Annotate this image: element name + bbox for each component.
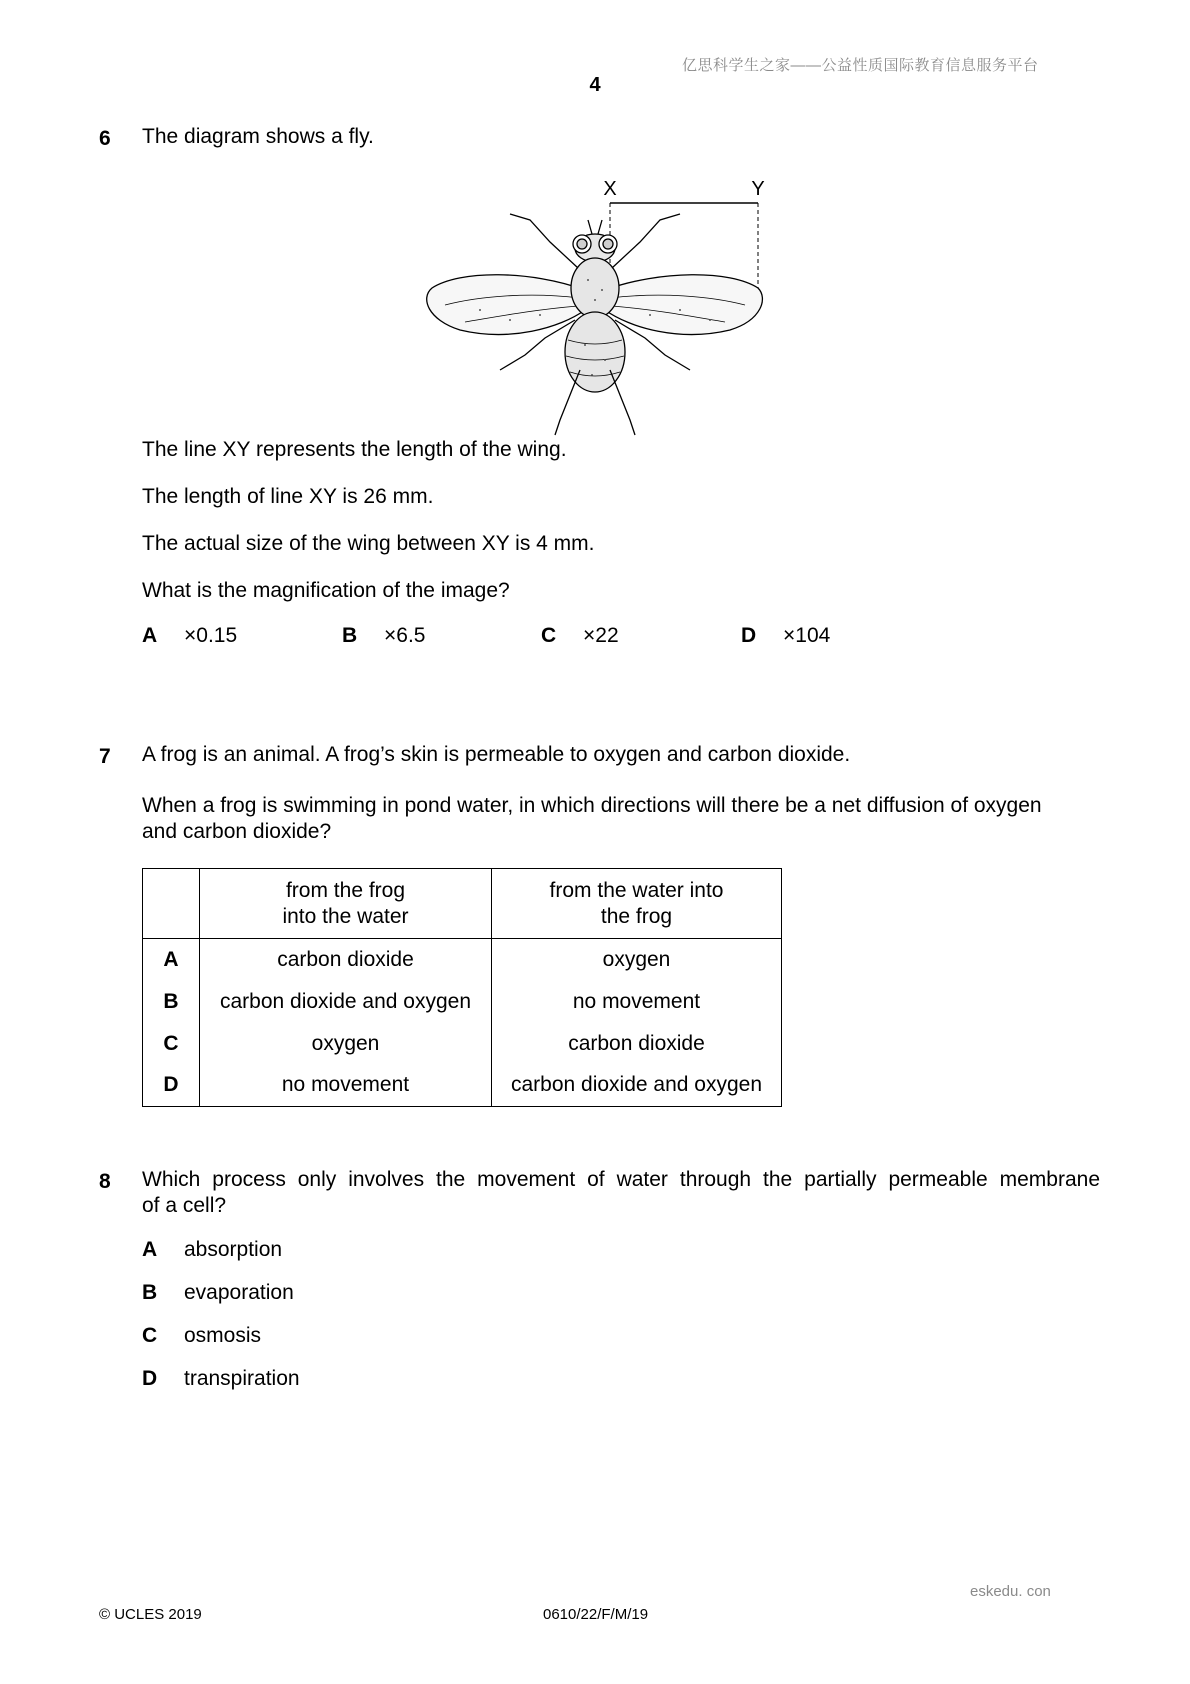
q8-option-c-letter: C: [142, 1324, 158, 1347]
table-row: [143, 1023, 782, 1065]
q7-row-b-col2: no movement: [572, 989, 701, 1013]
q7-row-d-col2: carbon dioxide and oxygen: [510, 1073, 762, 1097]
q8-option-a-value: absorption: [184, 1238, 283, 1261]
q6-line-actual: The actual size of the wing between XY is 4 mm.: [142, 532, 595, 555]
q7-row-c-col2: carbon dioxide: [568, 1031, 705, 1055]
q6-option-a-value: ×0.15: [184, 624, 238, 647]
table-row: [143, 981, 782, 1023]
q7-row-b-letter: B: [143, 981, 200, 1023]
q7-table: [142, 868, 782, 1107]
q7-line2a: When a frog is swimming in pond water, in which directions will there be a net diffusion of oxygen: [142, 794, 1042, 817]
page-number: 4: [589, 74, 601, 96]
q7-row-a-col2: oxygen: [602, 947, 671, 971]
q7-line2b: and carbon dioxide?: [142, 820, 332, 843]
q6-option-b-letter: B: [342, 624, 358, 647]
q7-header-col2: from the water into the frog: [549, 878, 724, 928]
q6-option-d-letter: D: [741, 624, 757, 647]
question-6-intro: The diagram shows a fly.: [142, 125, 374, 148]
q6-line-xy: The line XY represents the length of the wing.: [142, 438, 567, 461]
q8-line2: of a cell?: [142, 1194, 227, 1217]
q8-option-c-value: osmosis: [184, 1324, 262, 1347]
q7-row-a-letter: A: [143, 939, 200, 981]
fly-diagram: [420, 170, 770, 440]
q6-line-length: The length of line XY is 26 mm.: [142, 485, 434, 508]
q8-option-d-value: transpiration: [184, 1367, 300, 1390]
q8-option-a-letter: A: [142, 1238, 158, 1261]
q8-option-b-letter: B: [142, 1281, 158, 1304]
copyright: © UCLES 2019: [99, 1606, 202, 1623]
question-6-number: 6: [99, 127, 111, 150]
q7-row-c-col1: oxygen: [200, 1023, 492, 1065]
table-row: [143, 939, 782, 981]
q6-option-a-letter: A: [142, 624, 158, 647]
label-x: X: [603, 178, 617, 200]
label-y: Y: [751, 178, 765, 200]
fly-body: [427, 214, 763, 435]
q7-row-b-col1: carbon dioxide and oxygen: [200, 981, 492, 1023]
q6-option-b-value: ×6.5: [384, 624, 426, 647]
q6-option-d-value: ×104: [783, 624, 831, 647]
q8-option-b-value: evaporation: [184, 1281, 294, 1304]
table-row: [143, 1065, 782, 1107]
q7-row-c-letter: C: [143, 1023, 200, 1065]
paper-code: 0610/22/F/M/19: [543, 1606, 649, 1623]
q7-header-col1: from the frog into the water: [200, 869, 492, 939]
q7-table-header: [143, 869, 782, 939]
q8-option-d-letter: D: [142, 1367, 158, 1390]
q6-question: What is the magnification of the image?: [142, 579, 510, 602]
q7-row-d-letter: D: [143, 1065, 200, 1107]
question-7-number: 7: [99, 745, 111, 768]
q7-line1: A frog is an animal. A frog’s skin is permeable to oxygen and carbon dioxide.: [142, 743, 851, 766]
site-watermark: eskedu. con: [970, 1583, 1051, 1600]
q6-option-c-value: ×22: [583, 624, 619, 647]
watermark-text: 亿思科学生之家——公益性质国际教育信息服务平台: [682, 57, 1039, 74]
q7-row-d-col1: no movement: [200, 1065, 492, 1107]
question-8-number: 8: [99, 1170, 111, 1193]
q8-line1: Which process only involves the movement of water through the partially permeable membrane: [142, 1168, 1100, 1191]
q6-option-c-letter: C: [541, 624, 557, 647]
q7-row-a-col1: carbon dioxide: [200, 939, 492, 981]
